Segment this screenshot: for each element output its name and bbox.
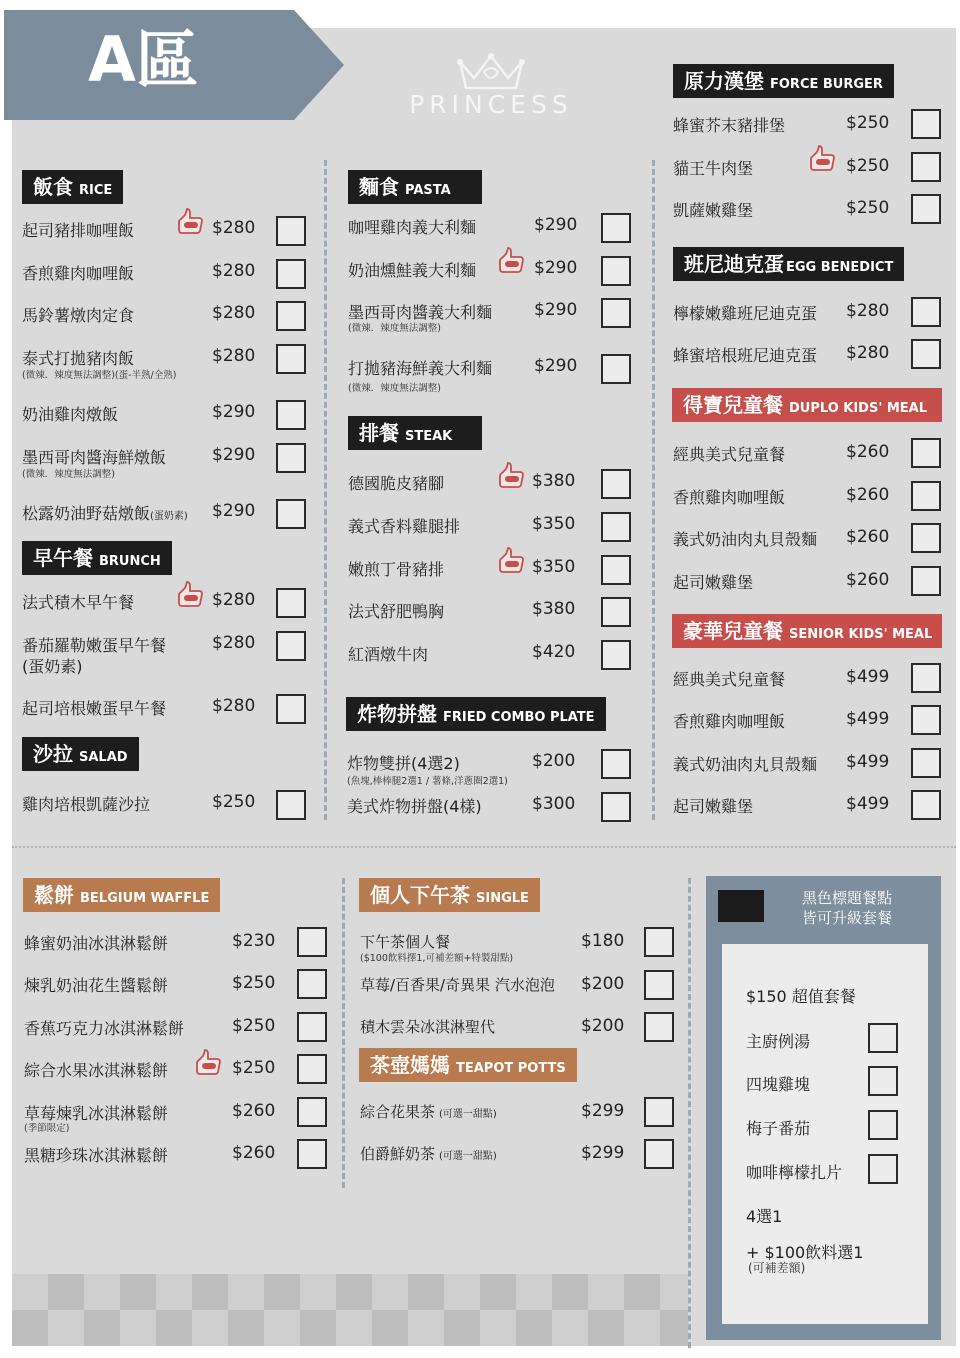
fried-header-zh: 炸物拼盤 (357, 702, 437, 726)
order-checkbox[interactable] (276, 301, 306, 331)
item-name: 墨西哥肉醬海鮮燉飯 (22, 448, 167, 467)
item-name: 下午茶個人餐 (360, 933, 451, 951)
item-price: $280 (212, 261, 256, 281)
set-checkbox[interactable] (868, 1023, 898, 1053)
waffle-header (23, 878, 220, 912)
item-name: 經典美式兒童餐 (673, 445, 786, 464)
order-checkbox[interactable] (601, 256, 631, 286)
order-checkbox[interactable] (644, 1012, 674, 1042)
good-thumb-icon (499, 546, 525, 578)
item-name: 蜂蜜奶油冰淇淋鬆餅 (24, 934, 169, 953)
senior-header (672, 614, 942, 648)
item-price: $380 (532, 471, 576, 491)
steak-header-zh: 排餐 (359, 421, 399, 445)
item-price: $250 (212, 792, 256, 812)
order-checkbox[interactable] (911, 339, 941, 369)
item-price: $350 (532, 514, 576, 534)
duplo-header-zh: 得寶兒童餐 (683, 393, 783, 417)
item-price: $380 (532, 599, 576, 619)
order-checkbox[interactable] (276, 499, 306, 529)
order-checkbox[interactable] (911, 790, 941, 820)
set-checkbox[interactable] (868, 1066, 898, 1096)
order-checkbox[interactable] (276, 790, 306, 820)
single-section (359, 878, 540, 912)
item-name: 咖哩雞肉義大利麵 (348, 218, 477, 237)
duplo-section (672, 388, 942, 422)
item-name-text: 伯爵鮮奶茶 (360, 1145, 436, 1163)
item-name-suffix: (蛋奶素) (150, 511, 188, 522)
item-name-line2: (蛋奶素) (22, 657, 83, 676)
set-option-name: 四塊雞塊 (746, 1075, 811, 1094)
item-name: 經典美式兒童餐 (673, 670, 786, 689)
fried-header (346, 697, 606, 731)
order-checkbox[interactable] (911, 663, 941, 693)
set-option-name: 咖啡檸檬扎片 (746, 1163, 843, 1182)
item-price: $280 (212, 218, 256, 238)
order-checkbox[interactable] (911, 297, 941, 327)
item-name: 美式炸物拼盤(4樣) (347, 797, 482, 816)
item-price: $300 (532, 794, 576, 814)
item-price: $250 (846, 156, 890, 176)
item-name: 香煎雞肉咖哩飯 (673, 488, 786, 507)
item-name: 草莓煉乳冰淇淋鬆餅 (24, 1104, 169, 1123)
teapot-section (359, 1048, 577, 1082)
duplo-header-en: DUPLO KIDS' MEAL (789, 401, 928, 416)
good-thumb-icon (178, 580, 204, 612)
brunch-header (22, 541, 172, 575)
item-name: 凱薩嫩雞堡 (673, 201, 754, 220)
rice-header (22, 170, 123, 204)
single-header (359, 878, 540, 912)
brunch-header-en: BRUNCH (99, 554, 161, 569)
salad-header (22, 737, 139, 771)
order-checkbox[interactable] (601, 792, 631, 822)
item-name: 煉乳奶油花生醬鬆餅 (24, 976, 169, 995)
item-name: 起司培根嫩蛋早午餐 (22, 699, 167, 718)
order-checkbox[interactable] (911, 523, 941, 553)
item-price: $499 (846, 667, 890, 687)
item-price: $499 (846, 709, 890, 729)
order-checkbox[interactable] (644, 1097, 674, 1127)
pasta-header (348, 170, 482, 204)
order-checkbox[interactable] (297, 1054, 327, 1084)
set-upgrade-note (772, 888, 922, 928)
item-name: 馬鈴薯燉肉定食 (22, 306, 135, 325)
order-checkbox[interactable] (911, 748, 941, 778)
set-option-name: 梅子番茄 (746, 1119, 811, 1138)
item-name: 番茄羅勒嫩蛋早午餐 (22, 636, 167, 655)
order-checkbox[interactable] (297, 1097, 327, 1127)
senior-header-zh: 豪華兒童餐 (683, 619, 783, 643)
item-price: $290 (212, 445, 256, 465)
item-name: 蜂蜜培根班尼迪克蛋 (673, 346, 818, 365)
order-checkbox[interactable] (276, 588, 306, 618)
item-price: $200 (581, 974, 625, 994)
item-price: $260 (846, 570, 890, 590)
item-name: 紅酒燉牛肉 (348, 645, 429, 664)
item-note: (微辣．辣度無法調整)(蛋-半熟/全熟) (22, 370, 177, 381)
order-checkbox[interactable] (601, 640, 631, 670)
item-price: $290 (212, 501, 256, 521)
good-thumb-icon (196, 1048, 222, 1080)
steak-section (348, 416, 482, 450)
good-thumb-icon (810, 144, 836, 176)
salad-header-zh: 沙拉 (33, 742, 73, 766)
column-divider-1 (324, 160, 327, 820)
order-checkbox[interactable] (297, 969, 327, 999)
order-checkbox[interactable] (276, 631, 306, 661)
item-price: $250 (846, 198, 890, 218)
item-name: 泰式打拋豬肉飯 (22, 349, 135, 368)
duplo-header (672, 388, 942, 422)
brunch-section (22, 541, 172, 575)
brunch-header-zh: 早午餐 (33, 546, 93, 570)
item-price: $200 (581, 1016, 625, 1036)
order-checkbox[interactable] (276, 694, 306, 724)
order-checkbox[interactable] (644, 1139, 674, 1169)
item-name: 香蕉巧克力冰淇淋鬆餅 (24, 1019, 185, 1038)
order-checkbox[interactable] (644, 970, 674, 1000)
steak-header-en: STEAK (405, 429, 453, 444)
item-name-suffix: (可選一甜點) (439, 1109, 497, 1120)
item-price: $280 (846, 343, 890, 363)
order-checkbox[interactable] (601, 469, 631, 499)
item-name: 法式舒肥鴨胸 (348, 602, 445, 621)
waffle-section (23, 878, 220, 912)
item-price: $280 (212, 633, 256, 653)
item-name (22, 501, 188, 524)
set-option-name: 主廚例湯 (746, 1032, 811, 1051)
column-divider-2 (652, 160, 655, 820)
order-checkbox[interactable] (276, 344, 306, 374)
item-name-text: 綜合花果茶 (360, 1103, 436, 1121)
burger-section (673, 64, 894, 98)
item-note: ($100飲料擇1,可補差額+特製甜點) (360, 953, 514, 964)
set-note-line2: 皆可升級套餐 (801, 909, 892, 927)
burger-header (673, 64, 894, 98)
salad-header-en: SALAD (79, 750, 128, 765)
item-price: $260 (846, 527, 890, 547)
rice-section (22, 170, 123, 204)
order-checkbox[interactable] (911, 705, 941, 735)
item-price: $180 (581, 931, 625, 951)
order-checkbox[interactable] (601, 749, 631, 779)
item-price: $290 (534, 300, 578, 320)
item-name (360, 1143, 497, 1164)
steak-header (348, 416, 482, 450)
item-price: $260 (232, 1143, 276, 1163)
order-checkbox[interactable] (601, 597, 631, 627)
item-note: (微辣．辣度無法調整) (22, 469, 115, 480)
item-price: $250 (846, 113, 890, 133)
column-divider-3 (342, 878, 345, 1188)
order-checkbox[interactable] (601, 354, 631, 384)
item-price: $250 (232, 1016, 276, 1036)
order-checkbox[interactable] (911, 566, 941, 596)
teapot-header-zh: 茶壺媽媽 (370, 1053, 450, 1077)
set-note-line1: 黑色標題餐點 (801, 889, 892, 907)
benedict-header-zh: 班尼迪克蛋 (684, 252, 784, 276)
teapot-header (359, 1048, 577, 1082)
order-checkbox[interactable] (297, 1012, 327, 1042)
order-checkbox[interactable] (911, 152, 941, 182)
burger-header-en: FORCE BURGER (770, 77, 883, 92)
item-name: 黑糖珍珠冰淇淋鬆餅 (24, 1146, 169, 1165)
zone-title: A區 (88, 23, 198, 96)
item-price: $350 (532, 557, 576, 577)
item-name-suffix: (可選一甜點) (439, 1151, 497, 1162)
item-name (360, 1101, 497, 1122)
pasta-section (348, 170, 482, 204)
good-thumb-icon (178, 207, 204, 239)
princess-logo (396, 52, 586, 132)
item-name: 起司嫩雞堡 (673, 573, 754, 592)
item-name: 墨西哥肉醬義大利麵 (348, 303, 493, 322)
logo-text: PRINCESS (409, 90, 573, 119)
item-name: 起司豬排咖哩飯 (22, 221, 135, 240)
item-price: $260 (846, 442, 890, 462)
item-price: $499 (846, 752, 890, 772)
benedict-section (673, 247, 904, 281)
pasta-header-en: PASTA (405, 183, 451, 198)
item-name: 義式奶油肉丸貝殼麵 (673, 755, 818, 774)
item-price: $499 (846, 794, 890, 814)
item-price: $280 (212, 590, 256, 610)
checker-pattern (12, 1274, 688, 1346)
senior-section (672, 614, 942, 648)
order-checkbox[interactable] (601, 298, 631, 328)
item-note: (微辣．辣度無法調整) (348, 383, 441, 394)
item-name: 德國脆皮豬腳 (348, 474, 445, 493)
item-name: 義式奶油肉丸貝殼麵 (673, 530, 818, 549)
item-name-text: 松露奶油野菇燉飯 (22, 504, 151, 523)
item-name: 檸檬嫩雞班尼迪克蛋 (673, 304, 818, 323)
order-checkbox[interactable] (911, 109, 941, 139)
fried-header-en: FRIED COMBO PLATE (443, 710, 595, 725)
item-name: 香煎雞肉咖哩飯 (22, 264, 135, 283)
item-price: $280 (846, 301, 890, 321)
item-price: $260 (846, 485, 890, 505)
teapot-header-en: TEAPOT POTTS (456, 1061, 566, 1076)
item-note: (季節限定) (24, 1123, 70, 1134)
item-name: 打拋豬海鮮義大利麵 (348, 359, 493, 378)
item-price: $230 (232, 931, 276, 951)
item-name: 貓王牛肉堡 (673, 159, 754, 178)
order-checkbox[interactable] (297, 1139, 327, 1169)
single-header-en: SINGLE (476, 891, 529, 906)
item-name: 綜合水果冰淇淋鬆餅 (24, 1061, 169, 1080)
item-price: $290 (212, 402, 256, 422)
item-price: $299 (581, 1101, 625, 1121)
item-price: $290 (534, 215, 578, 235)
rice-header-zh: 飯食 (33, 175, 73, 199)
order-checkbox[interactable] (644, 927, 674, 957)
order-checkbox[interactable] (297, 927, 327, 957)
order-checkbox[interactable] (276, 400, 306, 430)
set-checkbox[interactable] (868, 1110, 898, 1140)
order-checkbox[interactable] (911, 481, 941, 511)
order-checkbox[interactable] (601, 555, 631, 585)
item-note: (微辣．辣度無法調整) (348, 323, 441, 334)
waffle-header-en: BELGIUM WAFFLE (80, 891, 210, 906)
item-name: 炸物雙拼(4選2) (347, 754, 460, 773)
good-thumb-icon (499, 246, 525, 278)
benedict-header-en: EGG BENEDICT (786, 260, 894, 275)
good-thumb-icon (499, 461, 525, 493)
item-price: $250 (232, 973, 276, 993)
order-checkbox[interactable] (276, 216, 306, 246)
item-price: $299 (581, 1143, 625, 1163)
item-price: $280 (212, 696, 256, 716)
item-price: $290 (534, 356, 578, 376)
item-price: $280 (212, 303, 256, 323)
set-drink-option: + $100飲料選1 (746, 1243, 864, 1262)
item-name: 奶油燻鮭義大利麵 (348, 261, 477, 280)
order-checkbox[interactable] (276, 443, 306, 473)
rice-header-en: RICE (79, 183, 113, 198)
item-note: (魚塊,棒棒腿2選1 / 薯條,洋蔥圈2選1) (347, 776, 508, 787)
burger-header-zh: 原力漢堡 (684, 69, 764, 93)
single-header-zh: 個人下午茶 (370, 883, 470, 907)
column-divider-4 (688, 878, 691, 1348)
item-name: 積木雲朵冰淇淋聖代 (360, 1018, 496, 1036)
fried-section (346, 697, 606, 731)
item-name: 起司嫩雞堡 (673, 797, 754, 816)
item-name: 法式積木早午餐 (22, 593, 135, 612)
order-checkbox[interactable] (911, 438, 941, 468)
set-checkbox[interactable] (868, 1154, 898, 1184)
item-price: $250 (232, 1058, 276, 1078)
set-title: $150 超值套餐 (746, 987, 856, 1006)
item-price: $420 (532, 642, 576, 662)
salad-section (22, 737, 139, 771)
senior-header-en: SENIOR KIDS' MEAL (789, 627, 933, 642)
crown-icon (456, 52, 526, 92)
order-checkbox[interactable] (276, 259, 306, 289)
benedict-header (673, 247, 904, 281)
item-name: 草莓/百香果/奇異果 汽水泡泡 (360, 976, 555, 994)
item-name: 嫩煎丁骨豬排 (348, 560, 445, 579)
item-name: 蜂蜜芥末豬排堡 (673, 116, 786, 135)
set-drink-note: (可補差額) (748, 1261, 806, 1275)
section-divider (12, 846, 956, 848)
order-checkbox[interactable] (601, 213, 631, 243)
order-checkbox[interactable] (911, 194, 941, 224)
black-title-sample (718, 890, 764, 922)
item-name: 香煎雞肉咖哩飯 (673, 712, 786, 731)
item-price: $260 (232, 1101, 276, 1121)
pasta-header-zh: 麵食 (359, 175, 399, 199)
order-checkbox[interactable] (601, 512, 631, 542)
item-name: 雞肉培根凱薩沙拉 (22, 795, 151, 814)
waffle-header-zh: 鬆餅 (34, 883, 74, 907)
item-name: 義式香料雞腿排 (348, 517, 461, 536)
item-price: $200 (532, 751, 576, 771)
item-name: 奶油雞肉燉飯 (22, 405, 119, 424)
item-price: $280 (212, 346, 256, 366)
item-price: $290 (534, 258, 578, 278)
set-choose-rule: 4選1 (746, 1207, 783, 1226)
